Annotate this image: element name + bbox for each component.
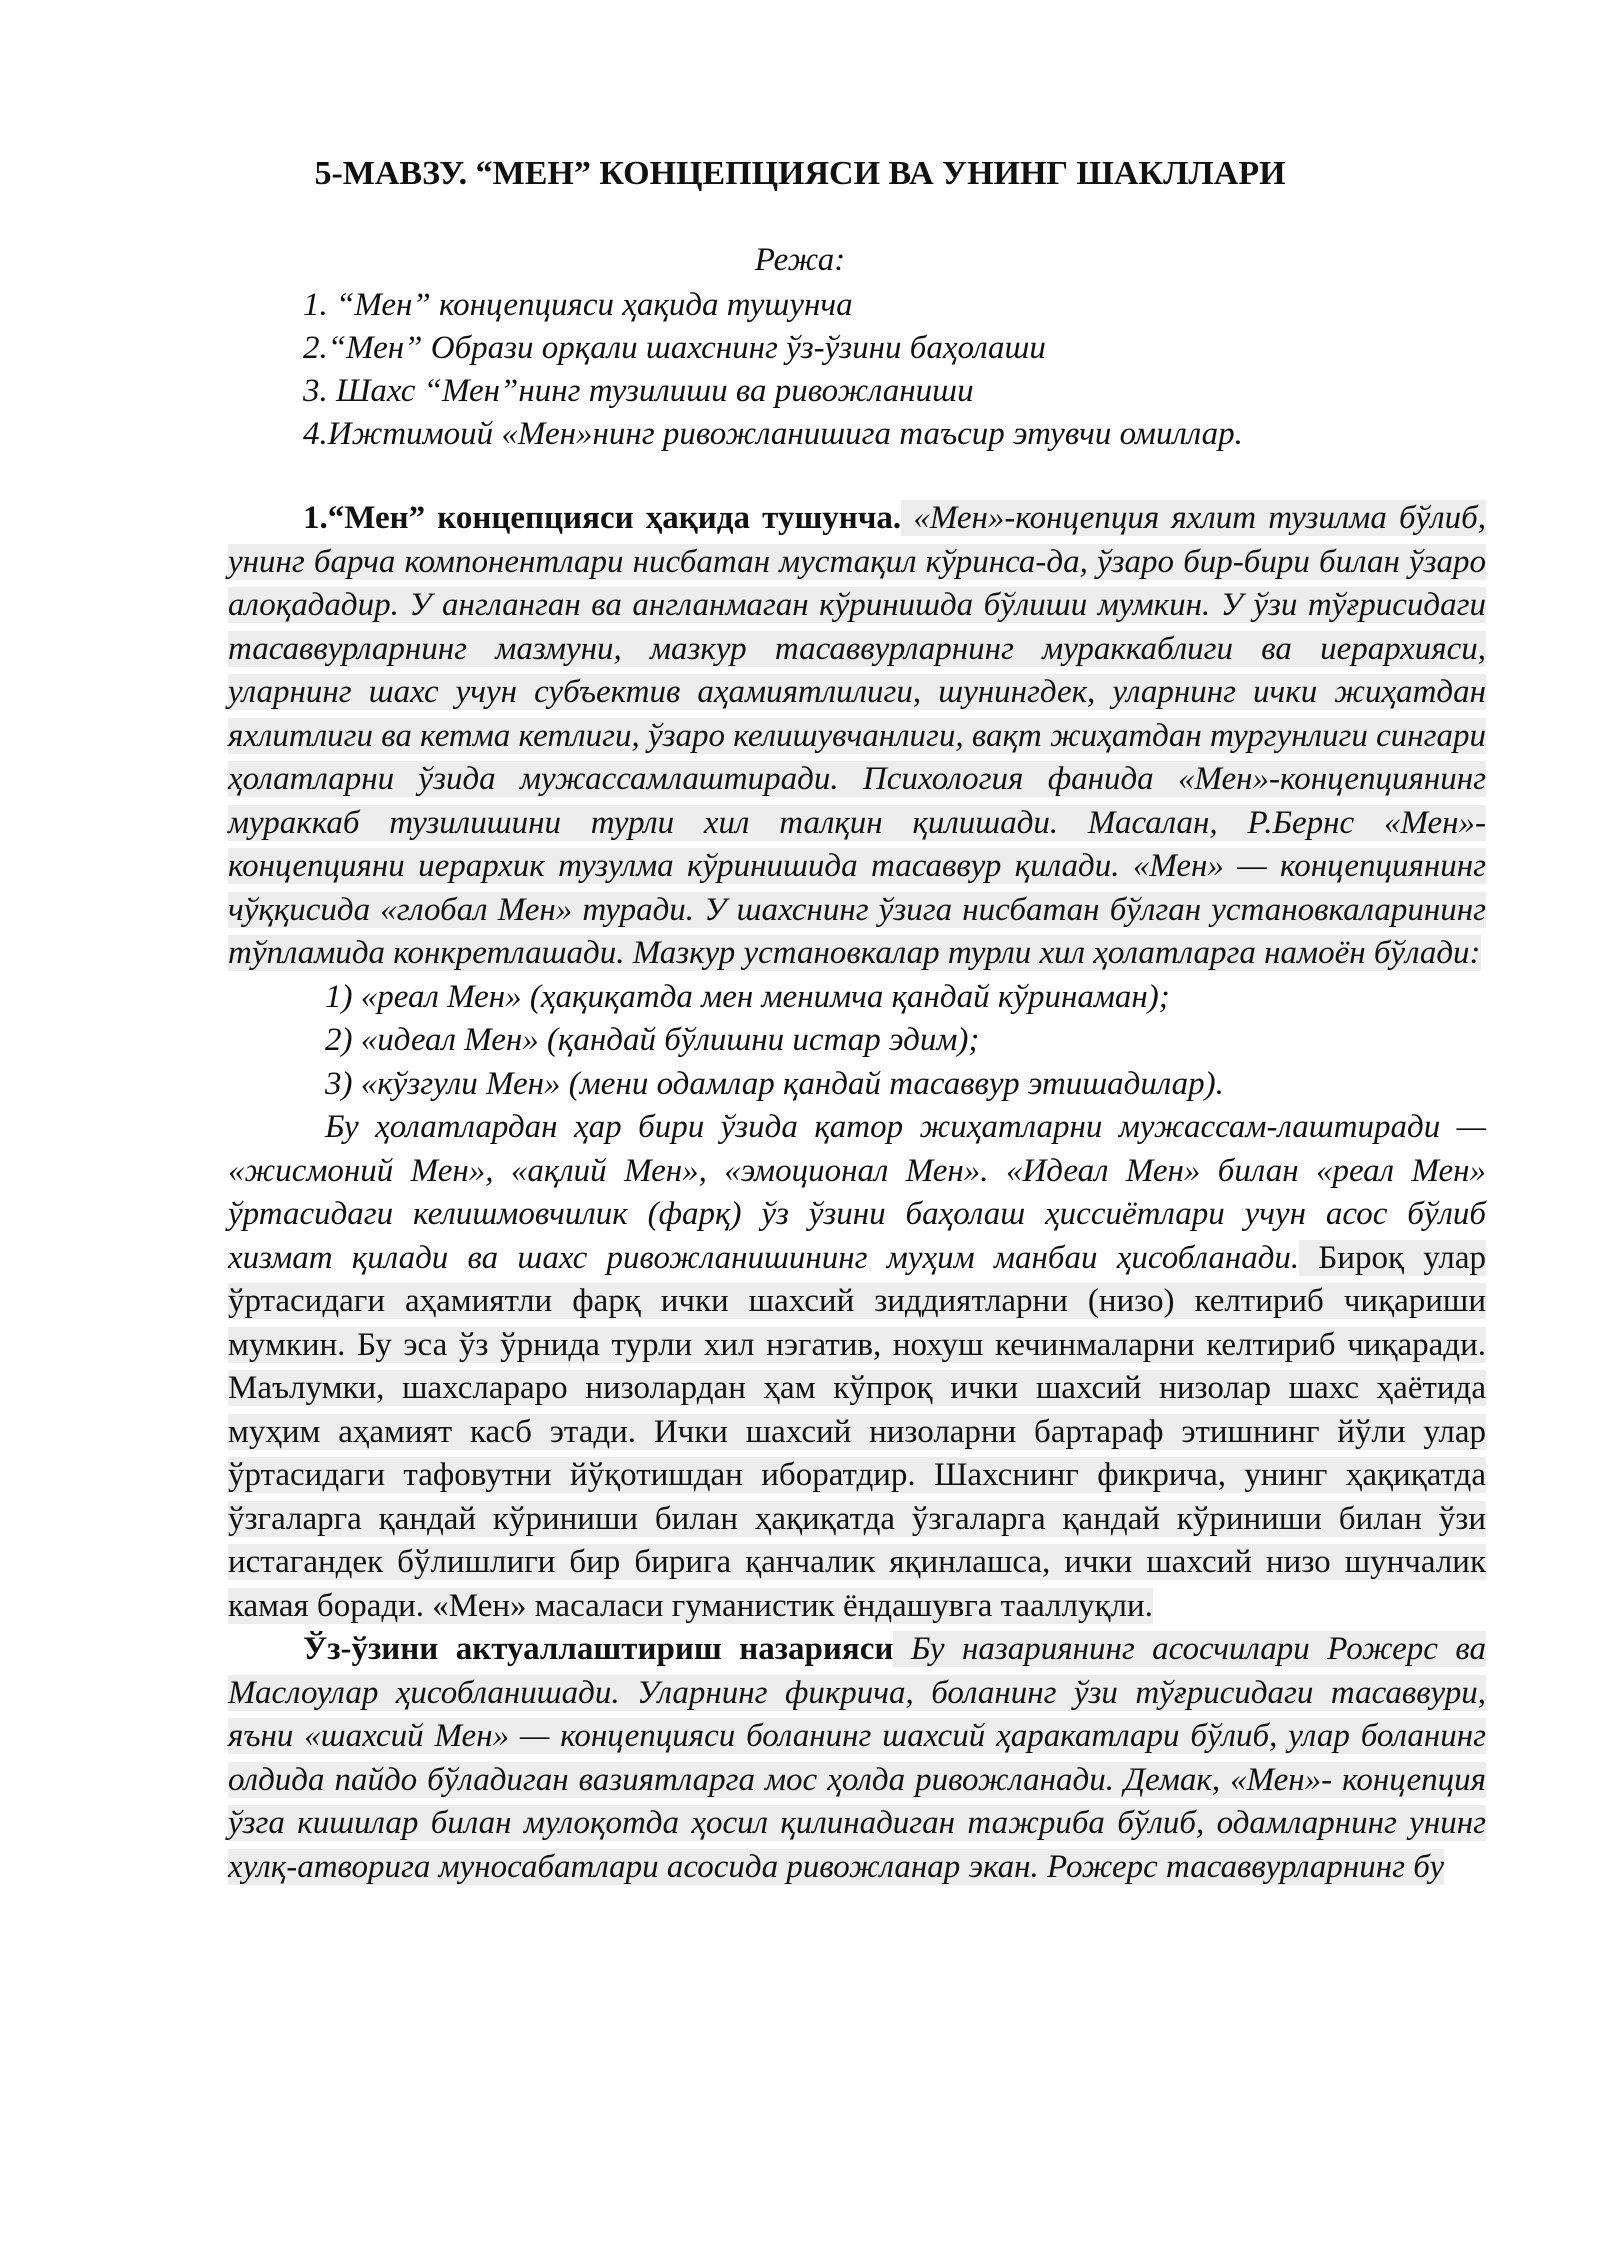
section-2-heading: Ўз-ўзини актуаллаштириш назарияси — [303, 1631, 894, 1667]
list-item: 2) «идеал Мен» (қандай бўлишни истар эдим); — [325, 1022, 980, 1058]
section-1-heading: 1.“Мен” концепцияси ҳақида тушунча. — [303, 500, 902, 536]
paragraph-2-italic: Бу ҳолатлардан ҳар бири ўзида қатор жиҳатларни мужассам-лаштиради — «жисмоний Мен», «ақлий Мен», «эмоционал Мен». «Идеал Мен» билан «реал Мен» ўртасидаги келишмовчилик (фарқ) ўз ўзини баҳолаш ҳиссиётлари учун асос бўлиб хизмат қилади ва шахс ривожланишининг муҳим манбаи ҳисобланади. — [228, 1109, 1486, 1276]
section-1-text: «Мен»-концепция яхлит тузилма бўлиб, унинг барча компонентлари нисбатан мустақил кўринса-да, ўзаро бир-бири билан ўзаро алоқададир. У англанган ва англанмаган кўринишда бўлиши мумкин. У ўзи тўғрисидаги тасаввурларнинг мазмуни, мазкур тасаввурларнинг мураккаблиги ва иерархияси, уларнинг шахс учун субъектив аҳамиятлилиги, шунингдек, уларнинг ички жиҳатдан яхлитлиги ва кетма кетлиги, ўзаро келишувчанлиги, вақт жиҳатдан тургунлиги сингари ҳолатларни ўзида мужассамлаштиради. Психология фанида «Мен»-концепциянинг мураккаб тузилишини турли хил талқин қилишади. Масалан, Р.Бернс «Мен»- концепцияни иерархик тузулма кўринишида тасаввур қилади. «Мен» — концепциянинг чўққисида «глобал Мен» туради. У шахснинг ўзига нисбатан бўлган установкаларининг тўпламида конкретлашади. Мазкур установкалар турли хил ҳолатларга намоён бўлади: — [228, 500, 1486, 971]
plan-heading: Режа: — [754, 242, 846, 278]
plan-item: 1. “Мен” концепцияси ҳақида тушунча — [303, 287, 853, 323]
document-title: 5-МАВЗУ. “МЕН” КОНЦЕПЦИЯСИ ВА УНИНГ ШАКЛЛАРИ — [314, 155, 1286, 192]
document-body — [228, 497, 1486, 1889]
list-item: 1) «реал Мен» (ҳақиқатда мен менимча қандай кўринаман); — [325, 978, 1170, 1015]
paragraph-2-regular: Бироқ улар ўртасидаги аҳамиятли фарқ ички шахсий зиддиятларни (низо) келтириб чиқариши мумкин. Бу эса ўз ўрнида турли хил нэгатив, нохуш кечинмаларни келтириб чиқаради. Маълумки, шахслараро низолардан ҳам кўпроқ ички шахсий низолар шахс ҳаётида муҳим аҳамият касб этади. Ички шахсий низоларни бартараф этишнинг йўли улар ўртасидаги тафовутни йўқотишдан иборатдир. Шахснинг фикрича, унинг ҳақиқатда ўзгаларга қандай кўриниши билан ҳақиқатда ўзгаларга қандай кўриниши билан ўзи истагандек бўлишлиги бир бирига қанчалик яқинлашса, ички шахсий низо шунчалик камая боради. «Мен» масаласи гуманистик ёндашувга тааллуқли. — [228, 1239, 1487, 1624]
plan-item: 3. Шахс “Мен”нинг тузилиши ва ривожланиши — [303, 373, 974, 409]
section-2-text: Бу назариянинг асосчилари Рожерс ва Маслоулар ҳисобланишади. Уларнинг фикрича, боланинг ўзи тўғрисидаги тасаввури, яъни «шахсий Мен» — концепцияси боланинг шахсий ҳаракатлари бўлиб, улар боланинг олдида пайдо бўладиган вазиятларга мос ҳолда ривожланади. Демак, «Мен»- концепция ўзга кишилар билан мулоқотда ҳосил қилинадиган тажриба бўлиб, одамларнинг унинг хулқ-атворига муносабатлари асосида ривожланар экан. Рожерс тасаввурларнинг бу — [228, 1631, 1486, 1885]
list-item: 3) «кўзгули Мен» (мени одамлар қандай тасаввур этишадилар). — [325, 1065, 1224, 1102]
section-1-paragraph — [228, 497, 1486, 976]
plan-list — [303, 284, 1503, 456]
section-2-paragraph — [228, 1628, 1486, 1889]
plan-item: 2.“Мен” Образи орқали шахснинг ўз-ўзини баҳолаши — [303, 330, 1046, 366]
paragraph-2 — [228, 1106, 1486, 1628]
plan-item: 4.Ижтимоий «Мен»нинг ривожланишига таъсир этувчи омиллар. — [303, 416, 1243, 452]
